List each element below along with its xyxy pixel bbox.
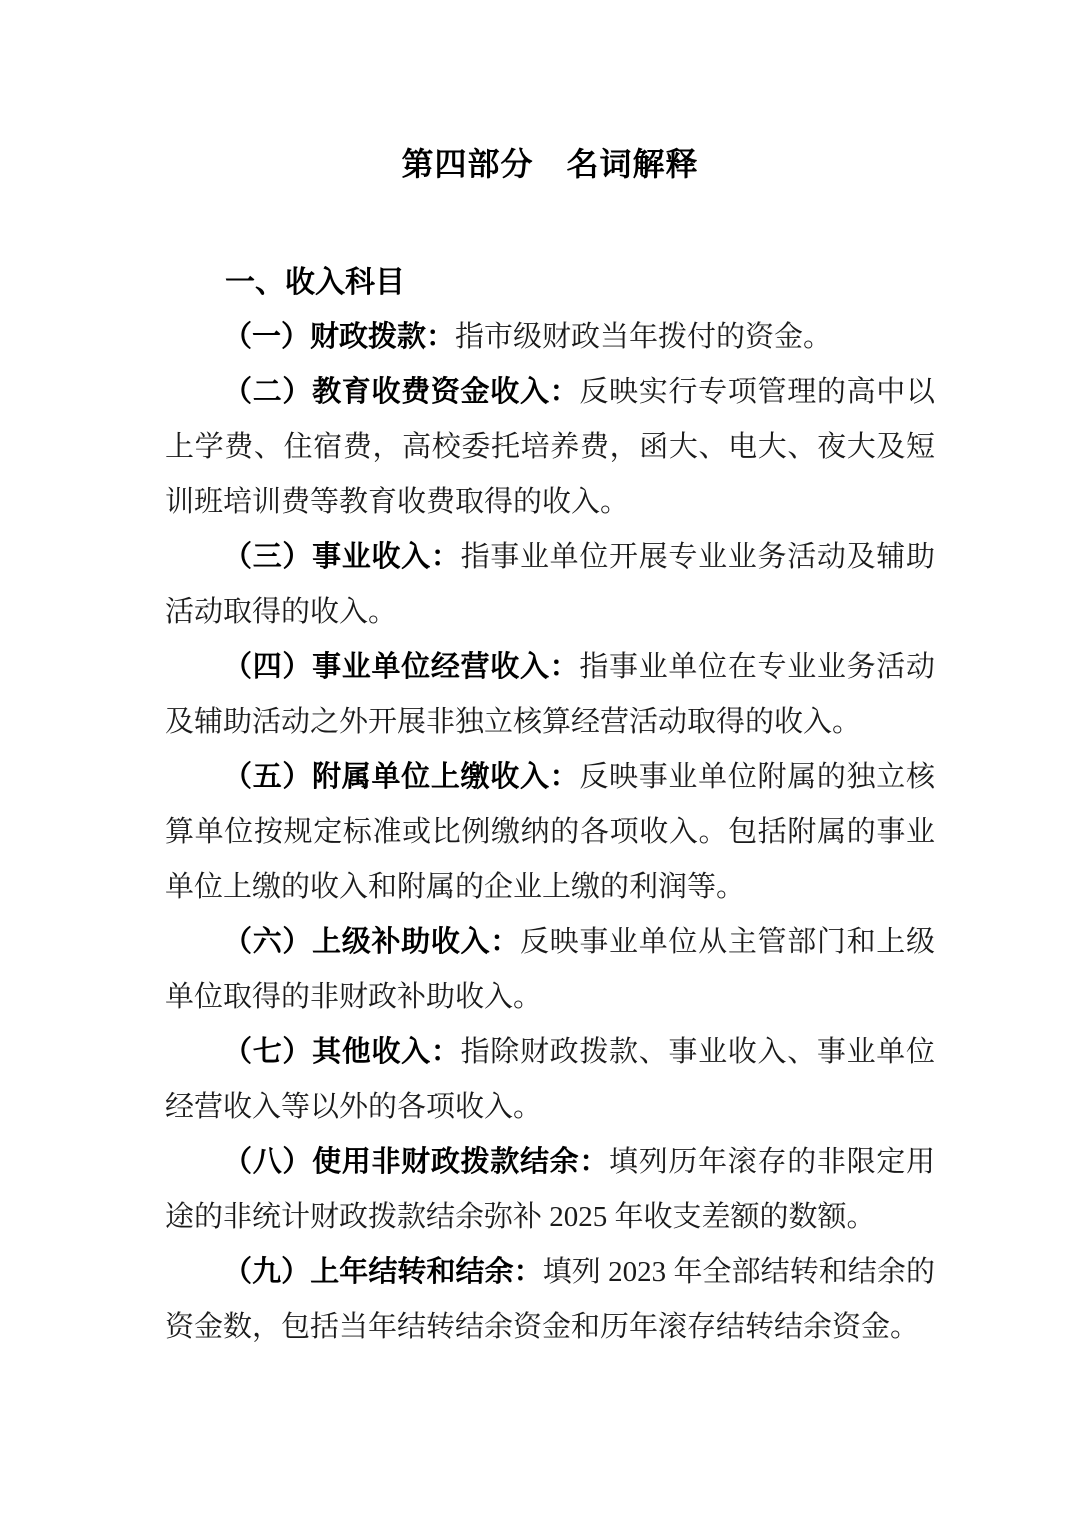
entry-definition: 填列历年滚存的非限定用途的非统计财政拨款结余弥补 2025 年收支差额的数额。	[165, 1146, 935, 1233]
entry-term: （四）事业单位经营收入：	[223, 651, 580, 683]
glossary-entry	[165, 365, 935, 530]
entry-definition: 指事业单位开展专业业务活动及辅助活动取得的收入。	[165, 541, 935, 628]
entry-term: （一）财政拨款：	[223, 321, 456, 353]
glossary-entry	[165, 915, 935, 1025]
glossary-entry	[165, 1245, 935, 1355]
entry-definition: 指事业单位在专业业务活动及辅助活动之外开展非独立核算经营活动取得的收入。	[165, 651, 935, 738]
entry-definition: 指除财政拨款、事业收入、事业单位经营收入等以外的各项收入。	[165, 1036, 935, 1123]
entry-term: （七）其他收入：	[223, 1036, 461, 1068]
entry-term: （三）事业收入：	[223, 541, 461, 573]
glossary-entry	[165, 640, 935, 750]
entry-term: （二）教育收费资金收入：	[223, 376, 580, 408]
entry-definition: 填列 2023 年全部结转和结余的资金数，包括当年结转结余资金和历年滚存结转结余资金。	[165, 1256, 935, 1343]
glossary-entry	[165, 310, 935, 365]
entry-definition: 反映事业单位附属的独立核算单位按规定标准或比例缴纳的各项收入。包括附属的事业单位上缴的收入和附属的企业上缴的利润等。	[165, 761, 935, 903]
glossary-entry	[165, 750, 935, 915]
entry-term: （五）附属单位上缴收入：	[223, 761, 580, 793]
section-heading-income-subjects: 一、收入科目	[225, 266, 405, 299]
entry-definition: 反映实行专项管理的高中以上学费、住宿费，高校委托培养费，函大、电大、夜大及短训班培训费等教育收费取得的收入。	[165, 376, 935, 518]
entry-definition: 指市级财政当年拨付的资金。	[455, 321, 833, 353]
glossary-entry	[165, 530, 935, 640]
entry-term: （八）使用非财政拨款结余：	[223, 1146, 610, 1178]
document-title: 第四部分 名词解释	[401, 146, 699, 182]
glossary-entry	[165, 1135, 935, 1245]
glossary-entry	[165, 1025, 935, 1135]
entry-term: （九）上年结转和结余：	[223, 1256, 543, 1288]
entry-definition: 反映事业单位从主管部门和上级单位取得的非财政补助收入。	[165, 926, 935, 1013]
entry-term: （六）上级补助收入：	[223, 926, 520, 958]
